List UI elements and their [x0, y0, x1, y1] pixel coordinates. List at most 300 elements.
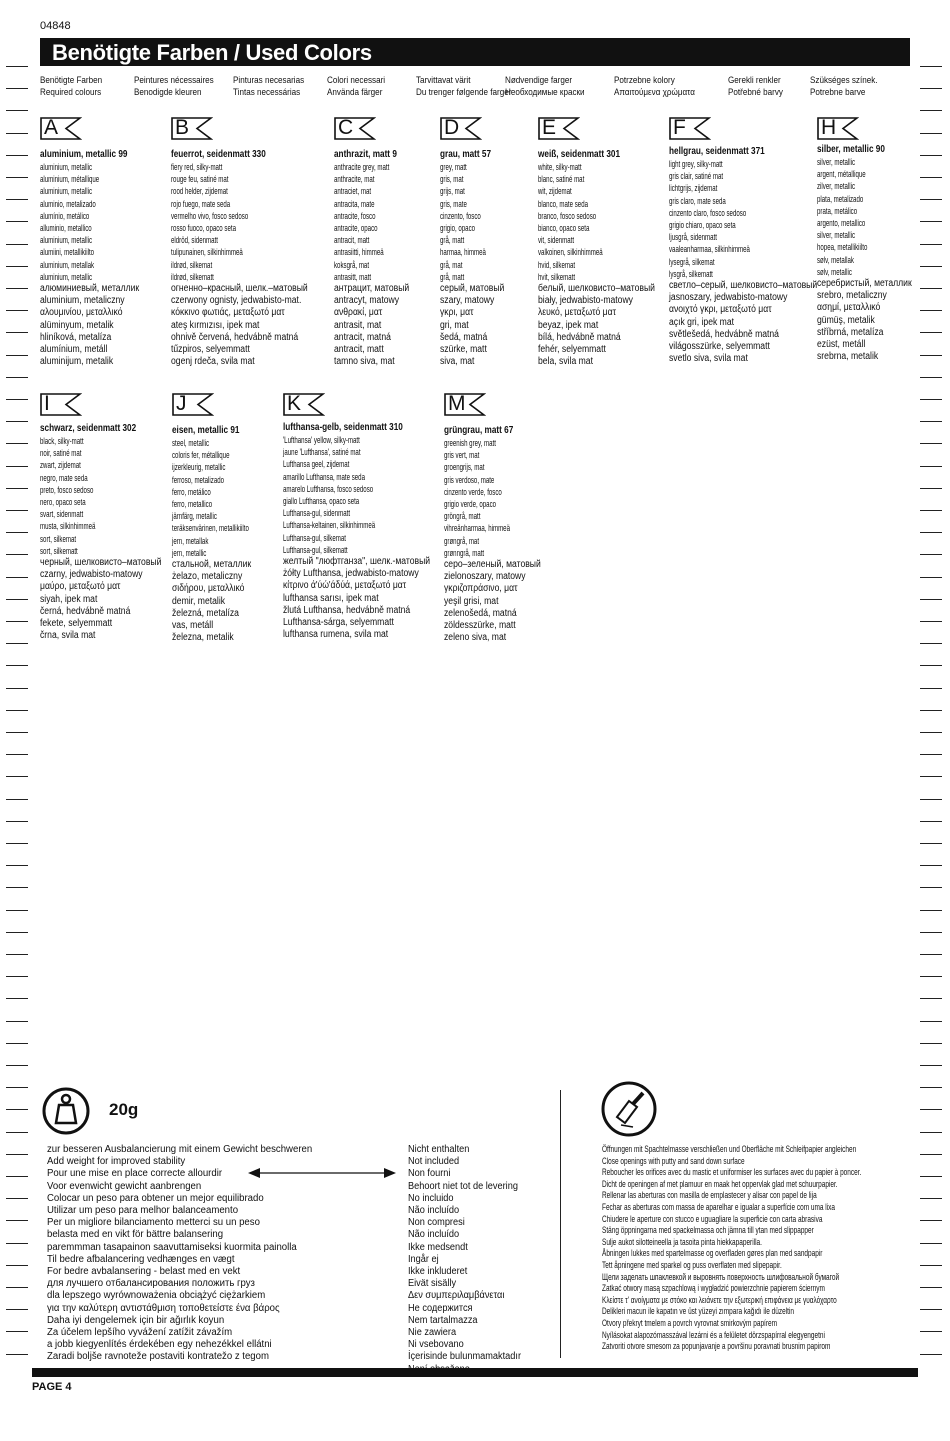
margin-tick — [6, 1287, 28, 1288]
color-translation: blanco, mate seda — [538, 198, 589, 209]
language-header-line: Potřebné barvy — [728, 87, 783, 97]
not-included-line: Nem tartalmazza — [408, 1314, 478, 1326]
document-number: 04848 — [40, 20, 71, 32]
color-translation: világosszürke, selyemmatt — [669, 341, 770, 353]
color-translation: gröngrå, matt — [444, 511, 481, 522]
putty-line: Close openings with putty and sand down surface — [602, 1155, 745, 1166]
color-translation: grøngrå, mat — [444, 535, 480, 546]
color-translation: teräksenvärinen, metallikiilto — [172, 523, 249, 534]
language-header — [40, 74, 102, 98]
color-translation: rood helder, zijdemat — [171, 186, 228, 197]
color-translation: hliníková, metalíza — [40, 331, 112, 343]
not-included-line: Δεν συμπεριλαμβάνεται — [408, 1290, 505, 1302]
color-translation: żelazo, metaliczny — [172, 571, 243, 583]
color-translation: Lufthansa-gul, sidenmatt — [283, 508, 351, 519]
color-code-c — [334, 117, 376, 140]
color-translation: rosso fuoco, opaco seta — [171, 223, 236, 234]
margin-tick — [920, 688, 942, 689]
margin-tick — [920, 1065, 942, 1066]
margin-tick — [6, 443, 28, 444]
margin-tick — [920, 976, 942, 977]
not-included-line: Ingår ej — [408, 1253, 439, 1265]
color-translation: aluminium, metallic — [40, 186, 93, 197]
margin-tick — [6, 377, 28, 378]
color-translation: antracite, opaco — [334, 223, 378, 234]
putty-line: Sulje aukot silotteineella ja tasoita pinta hiekkapaperilla. — [602, 1236, 762, 1247]
color-translation: ανοιχτό γκρι, μεταξωτό ματ — [669, 304, 772, 316]
margin-tick — [6, 599, 28, 600]
color-translation: rouge feu, satiné mat — [171, 174, 229, 185]
margin-tick — [6, 710, 28, 711]
color-translation: wit, zijdemat — [538, 186, 572, 197]
margin-tick — [6, 843, 28, 844]
color-entry — [172, 425, 285, 644]
margin-tick — [6, 133, 28, 134]
color-translation: coloris fer, métallique — [172, 450, 230, 461]
margin-tick — [6, 887, 28, 888]
language-header-line: Benötigte Farben — [40, 75, 103, 85]
color-translation: preto, fosco sedoso — [40, 484, 94, 495]
color-translation: czarny, jedwabisto-matowy — [40, 569, 143, 581]
color-code-f — [669, 117, 711, 140]
color-translation: aluminium, métallique — [40, 174, 100, 185]
color-letter: H — [821, 116, 837, 139]
color-translation: zwart, zijdemat — [40, 460, 81, 471]
margin-tick — [920, 954, 942, 955]
margin-tick — [6, 310, 28, 311]
margin-tick — [920, 88, 942, 89]
color-code-i — [40, 393, 82, 416]
color-translation: železna, metalik — [172, 632, 234, 644]
color-translation: light grey, silky-matt — [669, 159, 723, 169]
putty-line: Otvory překryt tmelem a povrch vyrovnat smirkovým papírem — [602, 1317, 778, 1328]
margin-tick — [6, 332, 28, 333]
color-translation: γκριζοπράσινο, ματ — [444, 583, 518, 595]
margin-tick — [6, 66, 28, 67]
color-translation: greenish grey, matt — [444, 438, 496, 448]
margin-tick — [920, 510, 942, 511]
color-translation: алюминиевый, металлик — [40, 283, 140, 295]
color-entry — [283, 422, 454, 641]
color-translation: aluminio, metalizado — [40, 198, 96, 209]
margin-tick — [6, 1087, 28, 1088]
margin-tick — [6, 288, 28, 289]
color-code-b — [171, 117, 213, 140]
color-translation: 'Lufthansa' yellow, silky-matt — [283, 435, 360, 445]
color-translation: anthracite grey, matt — [334, 162, 390, 172]
language-header-line: Szükséges színek. — [810, 75, 878, 85]
putty-line: Tett åpningene med sparkel og puss overflaten med slipepapir. — [602, 1259, 782, 1270]
margin-tick — [6, 1265, 28, 1266]
color-translation: sølv, metallic — [817, 266, 852, 277]
color-translation: lufthansa rumena, svila mat — [283, 629, 389, 641]
color-translation: alumínium, metáll — [40, 344, 108, 356]
color-translation: sort, silkemat — [40, 533, 77, 544]
color-translation: gris, mat — [440, 174, 464, 185]
weight-label: 20g — [109, 1100, 139, 1119]
color-translation: Lufthansa-gul, silkematt — [283, 544, 348, 555]
weight-line: για την καλύτερη αντιστάθμιση τοποθετείστε ένα βάρος — [47, 1302, 280, 1314]
color-translation: aluminium, metallic — [40, 162, 93, 172]
color-code-k — [283, 393, 325, 416]
margin-tick — [920, 421, 942, 422]
color-translation: siyah, ipek mat — [40, 593, 98, 605]
color-translation: antracit, matt — [334, 344, 384, 356]
color-translation: zeleno siva, mat — [444, 632, 507, 644]
putty-line: Chiudere le aperture con stucco e uguagliare la superficie con carta abrasiva — [602, 1213, 823, 1224]
color-name: eisen, metallic 91 — [172, 425, 240, 436]
margin-tick — [6, 910, 28, 911]
putty-line: Dicht de openingen af met plamuur en maak het oppervlak glad met schuurpapier. — [602, 1178, 838, 1189]
color-translation: svetlo siva, svila mat — [669, 353, 748, 365]
color-name: lufthansa-gelb, seidenmatt 310 — [283, 422, 403, 433]
color-name: silber, metallic 90 — [817, 144, 885, 155]
color-entry — [538, 149, 674, 368]
color-translation: ljusgrå, sidenmatt — [669, 232, 717, 243]
color-translation: rojo fuego, mate seda — [171, 198, 231, 209]
color-translation: silver, metallic — [817, 230, 856, 241]
color-code-e — [538, 117, 580, 140]
color-translation: αλουμινίου, μεταλλικό — [40, 307, 123, 319]
color-translation: silver, metallic — [817, 157, 856, 167]
color-translation: valkoinen, silkinhimmeä — [538, 247, 603, 258]
margin-tick — [920, 1043, 942, 1044]
margin-tick — [6, 1065, 28, 1066]
putty-line: Nyílásokat alapozómasszával lezárni és a felületet dörzspapírral elegyengetni — [602, 1329, 825, 1340]
weight-line: Za účelem lepšího vyvážení zatížit závažím — [47, 1327, 233, 1339]
color-translation: огненно–красный, шелк.–матовый — [171, 283, 308, 295]
color-translation: vaaleanharmaa, silkinhimmeä — [669, 244, 750, 255]
weight-line: For bedre avbalansering - belast med en vekt — [47, 1266, 241, 1278]
color-translation: antraciet, mat — [334, 186, 372, 197]
color-translation: giallo Lufthansa, opaco seta — [283, 496, 360, 507]
margin-tick — [920, 1109, 942, 1110]
not-included-line: Não incluído — [408, 1205, 460, 1217]
margin-tick — [6, 199, 28, 200]
margin-tick — [6, 510, 28, 511]
color-translation: черный, шелковисто–матовый — [40, 557, 162, 569]
margin-tick — [6, 688, 28, 689]
margin-tick — [6, 1243, 28, 1244]
margin-tick — [6, 754, 28, 755]
color-translation: demir, metalik — [172, 595, 226, 607]
color-translation: μαύρο, μεταξωτό ματ — [40, 581, 121, 593]
margin-tick — [6, 1331, 28, 1332]
color-translation: gris clair, satiné mat — [669, 171, 724, 182]
margin-tick — [920, 554, 942, 555]
color-entry — [669, 146, 841, 365]
color-translation: ohnivě červená, hedvábně matná — [171, 331, 299, 343]
color-translation: yeşil grisi, mat — [444, 595, 499, 607]
color-translation: zielonoszary, matowy — [444, 571, 526, 583]
margin-tick — [6, 732, 28, 733]
language-header — [327, 74, 385, 98]
color-translation: lysgrå, silkematt — [669, 268, 713, 279]
color-translation: antracita, mate — [334, 198, 375, 209]
color-translation: aluminium, metallak — [40, 259, 95, 270]
color-translation: zelenošedá, matná — [444, 607, 517, 619]
not-included-line: Behoort niet tot de levering — [408, 1180, 518, 1192]
color-entry — [817, 144, 927, 363]
putty-line: Rellenar las aberturas con masilla de emplastecer y alisar con papel de lija — [602, 1190, 817, 1201]
color-translation: jern, metallic — [172, 547, 207, 558]
language-header-line: Необходимые краски — [505, 87, 585, 97]
color-translation: antrasit, mat — [334, 319, 382, 331]
color-translation: jaune 'Lufthansa', satiné mat — [283, 447, 361, 458]
color-translation: svart, sidenmatt — [40, 509, 84, 520]
color-translation: lufthansa sarısı, ipek mat — [283, 592, 379, 604]
color-letter: K — [287, 392, 302, 415]
putty-line: Κλείστε τ' ανοίγματα με στόκο και λειάνετε την εξωτερική επιφάνεια με γυαλόχαρτο — [602, 1294, 837, 1305]
color-translation: grønngrå, matt — [444, 547, 485, 558]
color-translation: γκρι, ματ — [440, 307, 474, 319]
color-translation: světlešedá, hedvábně matná — [669, 328, 779, 340]
color-translation: ijzerkleurig, metallic — [172, 462, 226, 473]
margin-tick — [6, 488, 28, 489]
color-name: anthrazit, matt 9 — [334, 149, 397, 160]
margin-tick — [6, 1220, 28, 1221]
color-translation: grå, mat — [440, 259, 463, 270]
putty-line: Щели заделать шпаклевкой и выровнять поверхность шлифовальной бумагой — [602, 1271, 840, 1282]
weight-line: Per un migliore bilanciamento metterci su un peso — [47, 1217, 260, 1229]
language-header-line: Potrebne barve — [810, 87, 866, 97]
putty-line: Åbningen lukkes med spartelmasse og overfladen gøres plan med sandpapir — [602, 1248, 823, 1259]
color-entry — [171, 149, 330, 368]
color-entry — [444, 425, 557, 644]
color-translation: ασημί, μεταλλικό — [817, 302, 881, 314]
putty-line: Zatvoriti otvore smesom za popunjavanje a površinu poravnati brusnim papirom — [602, 1341, 831, 1352]
margin-tick — [920, 754, 942, 755]
language-header-line: Använda färger — [327, 87, 383, 97]
color-translation: белый, шелковисто–матовый — [538, 283, 655, 295]
color-translation: tamno siva, mat — [334, 356, 395, 368]
color-entry — [40, 149, 155, 368]
color-translation: серо–зеленый, матовый — [444, 559, 541, 571]
color-translation: антрацит, матовый — [334, 283, 410, 295]
language-header-line: Potrzebne kolory — [614, 75, 675, 85]
color-translation: antracite, fosco — [334, 210, 376, 221]
margin-tick — [6, 110, 28, 111]
color-translation: λευκό, μεταξωτό ματ — [538, 307, 616, 319]
color-translation: grå, matt — [440, 271, 465, 282]
double-arrow-icon — [248, 1166, 396, 1180]
margin-tick — [6, 954, 28, 955]
color-translation: jasnoszary, jedwabisto-matowy — [669, 292, 788, 304]
margin-tick — [6, 577, 28, 578]
margin-tick — [920, 466, 942, 467]
color-translation: srebrna, metalik — [817, 351, 879, 363]
color-translation: eldröd, sidenmatt — [171, 235, 218, 246]
margin-tick — [6, 221, 28, 222]
color-name: schwarz, seidenmatt 302 — [40, 423, 137, 434]
color-translation: hopea, metallikiilto — [817, 242, 868, 253]
color-translation: stříbrná, metalíza — [817, 326, 884, 338]
color-translation: alluminio, metallico — [40, 223, 92, 234]
weight-line: Utilizar um peso para melhor balanceamento — [47, 1205, 239, 1217]
margin-tick — [6, 976, 28, 977]
weight-icon — [42, 1087, 104, 1135]
margin-tick — [6, 1354, 28, 1355]
color-translation: ezüst, metáll — [817, 339, 866, 351]
color-translation: amarelo Lufthansa, fosco sedoso — [283, 483, 374, 494]
weight-line: Colocar un peso para obtener un mejor equilibrado — [47, 1192, 264, 1204]
putty-line: Delikleri macun ile kapatın ve üst yüzeyi zımpara kağıdı ile düzeltin — [602, 1306, 794, 1317]
weight-line: Daha iyi dengelemek için bir ağırlık koyun — [47, 1314, 225, 1326]
margin-tick — [920, 66, 942, 67]
color-translation: branco, fosco sedoso — [538, 210, 597, 221]
putty-line: Reboucher les orifices avec du mastic et uniformiser les surfaces avec du papier à poncer. — [602, 1167, 862, 1178]
margin-tick — [6, 1198, 28, 1199]
color-translation: Lufthansa-keltainen, silkinhimmeä — [283, 520, 376, 531]
margin-tick — [6, 1309, 28, 1310]
margin-tick — [6, 88, 28, 89]
color-translation: anthracite, mat — [334, 174, 375, 185]
color-translation: czerwony ognisty, jedwabisto-mat. — [171, 295, 302, 307]
language-header — [134, 74, 214, 98]
margin-tick — [6, 155, 28, 156]
margin-tick — [920, 799, 942, 800]
margin-tick — [6, 466, 28, 467]
color-translation: cinzento claro, fosco sedoso — [669, 207, 747, 218]
language-header — [614, 74, 695, 98]
color-translation: Lufthansa-sárga, selyemmatt — [283, 617, 394, 629]
color-name: feuerrot, seidenmatt 330 — [171, 149, 266, 160]
color-translation: vas, metáll — [172, 620, 214, 632]
language-header-line: Pinturas necesarias — [233, 75, 305, 85]
language-header-line: Colori necessari — [327, 75, 386, 85]
margin-tick — [920, 1087, 942, 1088]
color-translation: zöldesszürke, matt — [444, 620, 516, 632]
color-translation: argent, métallique — [817, 169, 866, 180]
color-name: aluminium, metallic 99 — [40, 149, 128, 160]
margin-tick — [920, 732, 942, 733]
page-number: PAGE 4 — [32, 1381, 72, 1393]
color-translation: črna, svila mat — [40, 630, 96, 642]
color-entry — [40, 423, 181, 642]
color-translation: black, silky-matt — [40, 436, 84, 446]
color-letter: J — [176, 392, 187, 415]
language-header-line: Required colours — [40, 87, 102, 97]
language-header — [416, 74, 511, 98]
not-included-line: Ikke medsendt — [408, 1241, 468, 1253]
color-code-m — [444, 393, 486, 416]
color-translation: gümüş, metalik — [817, 314, 875, 326]
margin-tick — [920, 532, 942, 533]
color-translation: gris claro, mate seda — [669, 195, 726, 206]
color-translation: желтый "люфтганза", шелк.-матовый — [283, 556, 431, 568]
color-translation: cinzento verde, fosco — [444, 486, 502, 497]
color-translation: antrasiitti, himmeä — [334, 247, 384, 258]
not-included-line: Non fourni — [408, 1168, 451, 1180]
margin-tick — [920, 599, 942, 600]
color-translation: tulipunainen, silkinhimmeä — [171, 247, 243, 258]
title-banner — [40, 38, 910, 66]
not-included-line: Not included — [408, 1156, 460, 1168]
margin-tick — [920, 1132, 942, 1133]
color-letter: I — [44, 392, 50, 415]
color-translation: bianco, opaco seta — [538, 223, 590, 234]
language-header-line: Gerekli renkler — [728, 75, 781, 85]
color-code-a — [40, 117, 82, 140]
not-included-line: Nie zawiera — [408, 1327, 457, 1339]
margin-tick — [6, 1043, 28, 1044]
color-translation: aluminium, metallic — [40, 235, 93, 246]
color-translation: Lufthansa geel, zijdemat — [283, 459, 350, 470]
margin-tick — [920, 932, 942, 933]
putty-instructions — [602, 1144, 950, 1353]
not-included-line: Eivät sisälly — [408, 1278, 457, 1290]
weight-line: для лучшего отбалансирования положить груз — [47, 1278, 255, 1290]
color-translation: серый, матовый — [440, 283, 505, 295]
color-translation: lichtgrijs, zijdemat — [669, 183, 718, 194]
color-translation: szary, matowy — [440, 295, 495, 307]
margin-tick — [6, 532, 28, 533]
color-translation: Lufthansa-gul, silkemat — [283, 532, 346, 543]
margin-tick — [6, 621, 28, 622]
margin-tick — [920, 577, 942, 578]
weight-line: Zaradi boljše ravnoteže postaviti kontratežo z tegom — [47, 1351, 269, 1363]
weight-line: Pour une mise en place correcte allourdir — [47, 1168, 223, 1180]
color-translation: noir, satiné mat — [40, 448, 82, 459]
color-translation: κίτρινο ά'ύώ'άδύά, μεταξωτό ματ — [283, 580, 407, 592]
color-name: grau, matt 57 — [440, 149, 492, 160]
language-header — [810, 74, 878, 98]
color-name: hellgrau, seidenmatt 371 — [669, 146, 765, 157]
color-translation: gris, mate — [440, 198, 467, 209]
banner-title: Benötigte Farben / Used Colors — [52, 40, 372, 65]
not-included-list — [408, 1144, 531, 1376]
color-translation: aluminijum, metalik — [40, 356, 114, 368]
color-translation: lysegrå, silkemat — [669, 256, 715, 267]
color-translation: negro, mate seda — [40, 472, 88, 483]
section-divider — [560, 1090, 561, 1358]
margin-tick — [6, 1154, 28, 1155]
margin-tick — [6, 1176, 28, 1177]
margin-tick — [920, 399, 942, 400]
language-header — [728, 74, 783, 98]
color-translation: jern, metallak — [172, 535, 209, 546]
color-letter: F — [673, 116, 686, 139]
color-translation: groengrijs, mat — [444, 462, 485, 473]
color-translation: černá, hedvábně matná — [40, 605, 131, 617]
color-translation: σιδήρου, μεταλλικό — [172, 583, 245, 595]
color-code-j — [172, 393, 214, 416]
margin-tick — [6, 799, 28, 800]
color-translation: white, silky-matt — [538, 162, 582, 172]
margin-tick — [6, 865, 28, 866]
margin-tick — [6, 1132, 28, 1133]
color-translation: prata, metálico — [817, 205, 858, 216]
color-translation: κόκκινο φωτιάς, μεταξωτό ματ — [171, 307, 285, 319]
color-translation: светло–серый, шелковисто–матовый — [669, 280, 818, 292]
color-translation: szürke, matt — [440, 344, 487, 356]
color-translation: koksgrå, mat — [334, 259, 370, 270]
margin-tick — [920, 821, 942, 822]
color-translation: bela, svila mat — [538, 356, 593, 368]
margin-tick — [6, 355, 28, 356]
color-translation: antracit, matt — [334, 235, 370, 246]
margin-tick — [6, 643, 28, 644]
color-translation: vit, sidenmatt — [538, 235, 575, 246]
putty-line: Zatkać otwory masą szpachlową i wygładzić powierzchnie papierem ściernym — [602, 1283, 825, 1294]
putty-line: Öffnungen mit Spachtelmasse verschließen und Oberfläche mit Schleifpapier angleichen — [602, 1144, 857, 1154]
color-translation: amarillo Lufthansa, mate seda — [283, 471, 365, 482]
color-translation: gri, mat — [440, 319, 469, 331]
margin-tick — [920, 998, 942, 999]
color-translation: argento, metallico — [817, 218, 866, 229]
color-translation: açık gri, ipek mat — [669, 316, 735, 328]
color-translation: nero, opaco seta — [40, 497, 86, 508]
